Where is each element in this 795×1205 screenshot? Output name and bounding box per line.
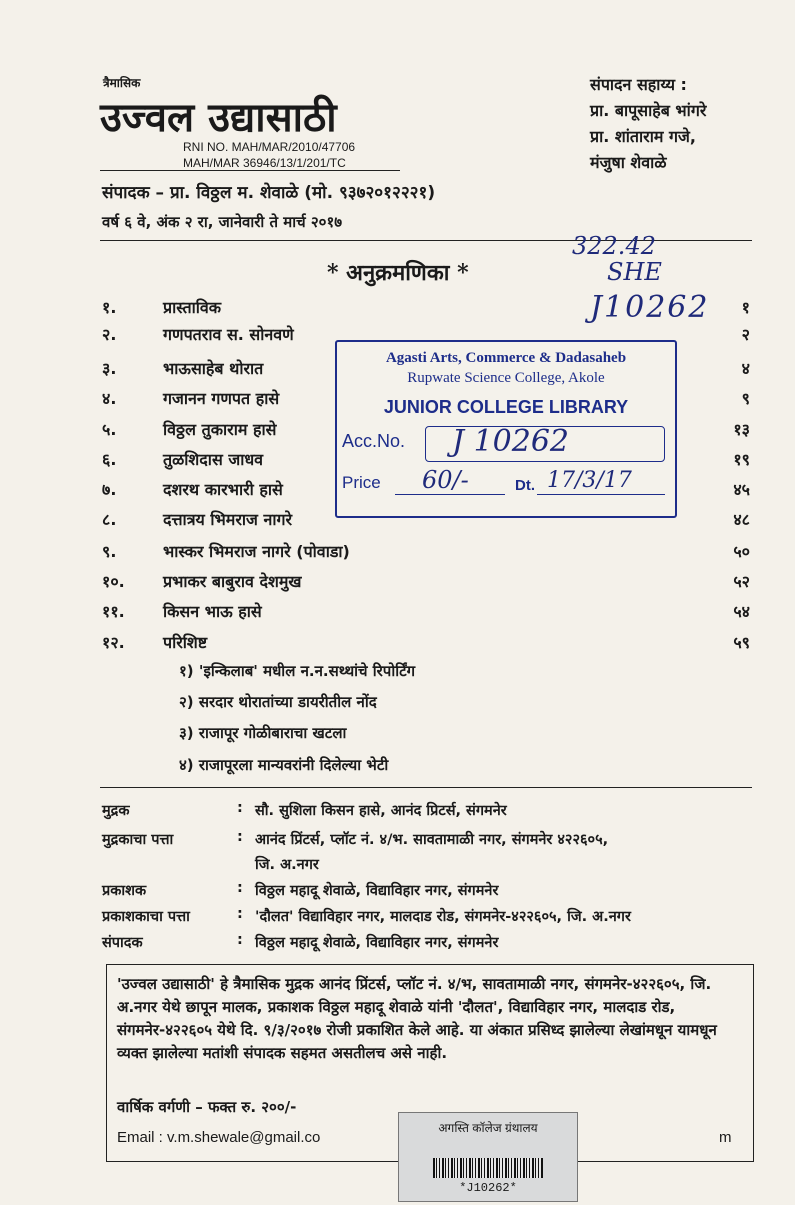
toc-page: ५२	[733, 572, 750, 591]
info-value-continued: जि. अ.नगर	[255, 857, 319, 873]
library-barcode-label	[398, 1112, 578, 1202]
toc-name: तुळशिदास जाधव	[163, 450, 264, 469]
info-value: विठ्ठल महादू शेवाळे, विद्याविहार नगर, संगमनेर	[255, 935, 499, 951]
toc-name: किसन भाऊ हासे	[163, 602, 262, 621]
info-separator: :	[237, 800, 243, 816]
toc-number: ६.	[102, 450, 117, 469]
stamp-college-line-1: Agasti Arts, Commerce & Dadasaheb	[385, 350, 627, 366]
toc-page: ५९	[733, 633, 750, 652]
info-separator: :	[237, 906, 243, 922]
stamp-date-label: Dt.	[515, 477, 535, 494]
appendix-item: ३) राजापूर गोळीबाराचा खटला	[179, 724, 347, 742]
editorial-assistants	[590, 72, 706, 176]
email-line: Email : v.m.shewale@gmail.co	[117, 1129, 321, 1146]
appendix-item: २) सरदार थोरातांच्या डायरीतील नोंद	[179, 693, 377, 711]
info-label: प्रकाशकाचा पत्ता	[102, 909, 190, 925]
toc-name: विठ्ठल तुकाराम हासे	[163, 420, 277, 439]
toc-number: ४.	[102, 389, 117, 408]
toc-number: ८.	[102, 510, 117, 529]
library-stamp	[335, 340, 677, 518]
stamp-acc-value: J 10262	[452, 424, 569, 459]
email-line-end: m	[719, 1129, 732, 1146]
appendix-item: १) 'इन्किलाब' मधील न.न.सथ्थांचे रिपोर्टिंग	[179, 662, 416, 680]
info-label: संपादक	[102, 935, 143, 951]
toc-number: ९.	[102, 542, 117, 561]
toc-page: २	[741, 325, 750, 344]
rni-line-1: RNI NO. MAH/MAR/2010/47706	[183, 140, 356, 154]
toc-number: १०.	[102, 572, 125, 591]
info-value: आनंद प्रिंटर्स, प्लॉट नं. ४/भ. सावतामाळी नगर, संगमनेर ४२२६०५,	[255, 832, 609, 848]
info-divider	[100, 787, 752, 788]
toc-page: ५४	[733, 602, 750, 621]
magazine-title: उज्वल उद्यासाठी	[100, 94, 337, 141]
toc-number: ११.	[102, 602, 125, 621]
toc-number: १.	[102, 298, 117, 317]
periodicity-label: त्रैमासिक	[103, 76, 141, 90]
toc-page: १३	[733, 420, 750, 439]
info-value: सौ. सुशिला किसन हासे, आनंद प्रिटर्स, संगमनेर	[255, 803, 507, 819]
assistant-name: प्रा. शांताराम गजे,	[590, 127, 696, 146]
library-label-title: अगस्ति कॉलेज ग्रंथालय	[438, 1121, 538, 1135]
toc-page: ४८	[733, 510, 750, 529]
toc-item	[0, 631, 795, 659]
assistant-name: प्रा. बापूसाहेब भांगरे	[590, 101, 707, 120]
toc-name: गजानन गणपत हासे	[163, 389, 280, 408]
toc-name: भाऊसाहेब थोरात	[163, 359, 264, 378]
toc-number: ५.	[102, 420, 117, 439]
barcode-icon	[433, 1158, 543, 1178]
toc-name: गणपतराव स. सोनवणे	[163, 325, 294, 344]
toc-page: ९	[741, 389, 750, 408]
info-label: मुद्रक	[102, 803, 130, 819]
barcode-text: *J10262*	[459, 1181, 517, 1195]
stamp-library-name: JUNIOR COLLEGE LIBRARY	[383, 397, 629, 417]
assistant-heading: संपादन सहाय्य :	[590, 75, 687, 94]
stamp-date-value: 17/3/17	[547, 468, 632, 493]
publication-statement: 'उज्वल उद्यासाठी' हे त्रैमासिक मुद्रक आनंद प्रिंटर्स, प्लॉट नं. ४/भ, सावतामाळी नगर, संगमनेर-४२२६०५, जि. अ.नगर येथे छापून मालक, प्रकाशक विठ्ठल महादू शेवाळे यांनी 'दौलत', विद्याविहार नगर, मालदाड रोड, संगमनेर-४२२६०५ येथे दि. ९/३/२०१७ रोजी प्रकाशित केले आहे. या अंकात प्रसिध्द झालेल्या लेखांमधून यामधून व्यक्त झालेल्या मतांशी संपादक सहमत असतीलच असे नाही.	[117, 975, 717, 1062]
toc-page: ५०	[733, 542, 750, 561]
toc-item	[0, 296, 795, 324]
toc-name: भास्कर भिमराज नागरे (पोवाडा)	[163, 542, 350, 561]
stamp-price-line	[395, 494, 505, 495]
title-underline	[100, 170, 400, 171]
toc-page: ४५	[733, 480, 750, 499]
toc-name: प्रभाकर बाबुराव देशमुख	[163, 572, 302, 591]
toc-page: १	[741, 298, 750, 317]
toc-number: २.	[102, 325, 117, 344]
toc-number: ७.	[102, 480, 117, 499]
toc-number: १२.	[102, 633, 125, 652]
handwritten-class-number: 322.42	[572, 232, 656, 260]
info-label: मुद्रकाचा पत्ता	[102, 832, 174, 848]
handwritten-author-code: SHE	[607, 258, 662, 286]
stamp-date-line	[537, 494, 665, 495]
editor-line: संपादक – प्रा. विठ्ठल म. शेवाळे (मो. ९३७२०१२२२१)	[102, 183, 436, 203]
stamp-college-line-2: Rupwate Science College, Akole	[407, 370, 605, 386]
toc-number: ३.	[102, 359, 117, 378]
info-label: प्रकाशक	[102, 883, 147, 899]
info-separator: :	[237, 880, 243, 896]
stamp-price-label: Price	[342, 473, 381, 492]
toc-item	[0, 570, 795, 598]
toc-name: प्रास्ताविक	[163, 298, 222, 317]
annual-subscription: वार्षिक वर्गणी – फक्त रु. २००/-	[117, 1098, 297, 1116]
stamp-price-value: 60/-	[422, 466, 469, 494]
info-value: विठ्ठल महादू शेवाळे, विद्याविहार नगर, संगमनेर	[255, 883, 499, 899]
toc-name: परिशिष्ट	[163, 633, 208, 652]
toc-item	[0, 540, 795, 568]
rni-block	[183, 139, 355, 171]
handwritten-accession: J10262	[590, 290, 710, 325]
info-separator: :	[237, 829, 243, 845]
toc-title: * अनुक्रमणिका *	[327, 260, 469, 286]
assistant-name: मंजुषा शेवाळे	[590, 153, 667, 172]
info-value: 'दौलत' विद्याविहार नगर, मालदाड रोड, संगमनेर-४२२६०५, जि. अ.नगर	[255, 909, 631, 925]
issue-line: वर्ष ६ वे, अंक २ रा, जानेवारी ते मार्च २०१७	[102, 213, 343, 231]
appendix-item: ४) राजापूरला मान्यवरांनी दिलेल्या भेटी	[179, 756, 389, 774]
stamp-acc-label: Acc.No.	[342, 431, 406, 451]
toc-page: १९	[733, 450, 750, 469]
toc-page: ४	[741, 359, 750, 378]
info-separator: :	[237, 932, 243, 948]
toc-name: दशरथ कारभारी हासे	[163, 480, 283, 499]
rni-line-2: MAH/MAR 36946/13/1/201/TC	[183, 156, 346, 170]
toc-name: दत्तात्रय भिमराज नागरे	[163, 510, 293, 529]
toc-item	[0, 600, 795, 628]
